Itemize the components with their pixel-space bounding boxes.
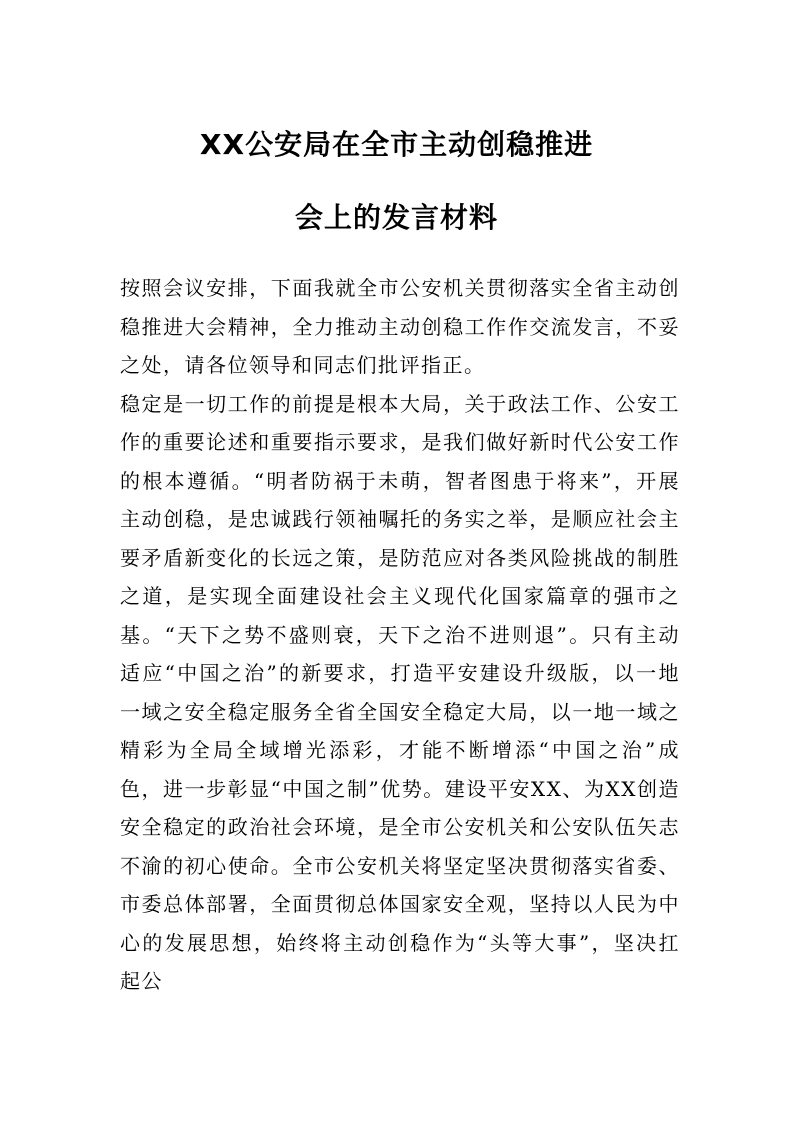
paragraph-intro: 按照会议安排，下面我就全市公安机关贯彻落实全省主动创稳推进大会精神，全力推动主动创稳工作作交流发言，不妥之处，请各位领导和同志们批评指正。 bbox=[120, 276, 680, 377]
document-body bbox=[120, 269, 680, 1001]
document-title-line-2: 会上的发言材料 bbox=[294, 201, 498, 234]
paragraph-main: 稳定是一切工作的前提是根本大局，关于政法工作、公安工作的重要论述和重要指示要求，是我们做好新时代公安工作的根本遵循。“明者防祸于未萌，智者图患于将来”，开展主动创稳，是忠诚践行领袖嘱托的务实之举，是顺应社会主要矛盾新变化的长远之策，是防范应对各类风险挑战的制胜之道，是实现全面建设社会主义现代化国家篇章的强市之基。“天下之势不盛则衰，天下之治不进则退”。只有主动适应“中国之治”的新要求，打造平安建设升级版，以一地一域之安全稳定服务全省全国安全稳定大局，以一地一域之精彩为全局全域增光添彩，才能不断增添“中国之治”成色，进一步彰显“中国之制”优势。建设平安XX、为XX创造安全稳定的政治社会环境，是全市公安机关和公安队伍矢志不渝的初心使命。全市公安机关将坚定坚决贯彻落实省委、市委总体部署，全面贯彻总体国家安全观，坚持以人民为中心的发展思想，始终将主动创稳作为“头等大事”，坚决扛起公 bbox=[120, 391, 680, 993]
document-title-line-1: XX公安局在全市主动创稳推进 bbox=[199, 128, 594, 161]
